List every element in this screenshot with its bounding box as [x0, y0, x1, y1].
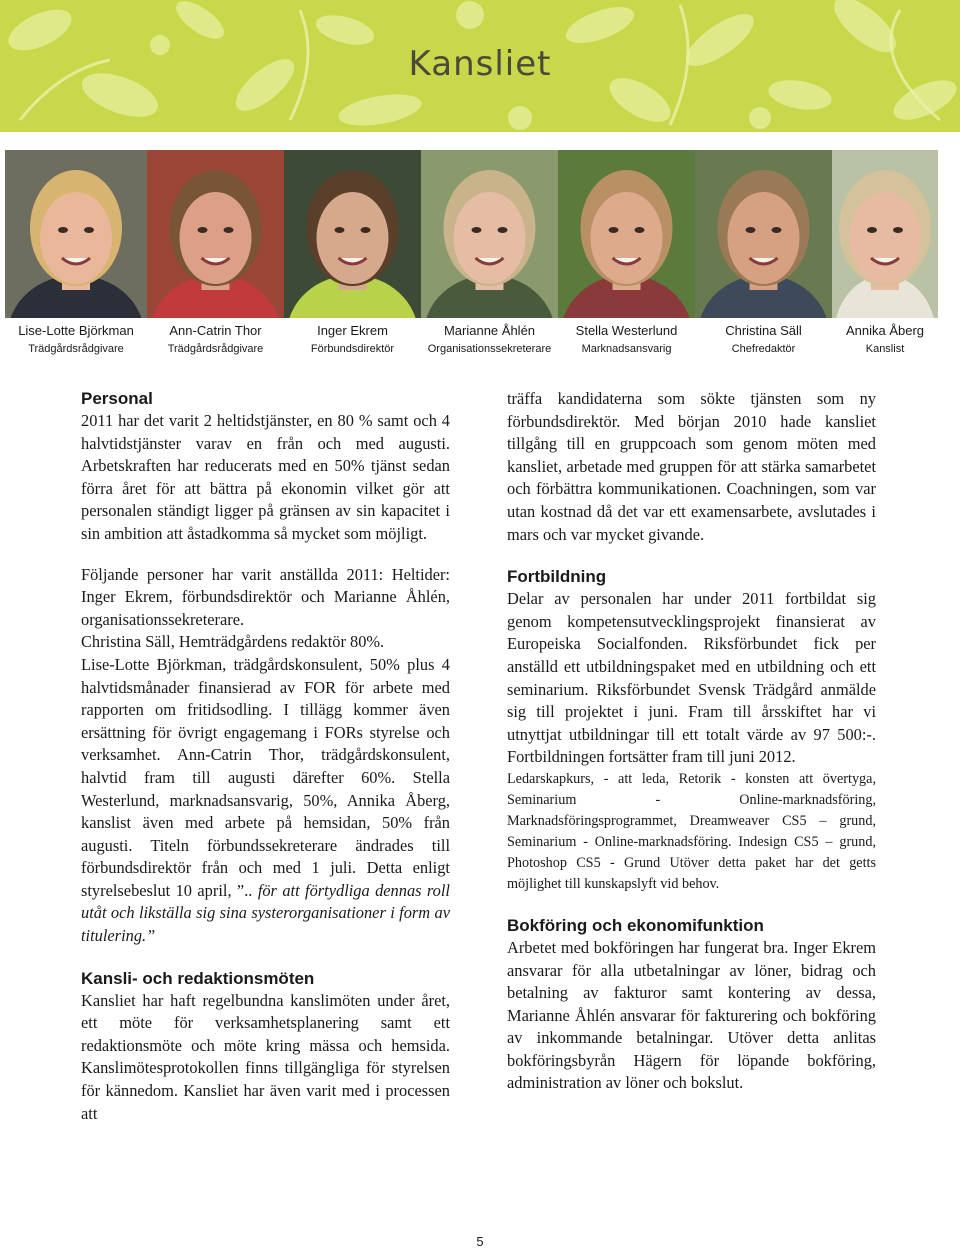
- staff-photo: [421, 150, 558, 318]
- section-heading-personal: Personal: [81, 389, 153, 408]
- staff-name: Lise-Lotte Björkman: [18, 323, 134, 338]
- staff-photo: [284, 150, 421, 318]
- paragraph-meetings: Kansliet har haft regelbundna kanslimöten under året, ett möte för verksamhetsplanering samt ett redaktionsmöte och möte kring mässa och hemsida. Kanslimötesprotokollen finns tillgängliga för styrelsen för kännedom. Kansliet har även varit med i processen att: [81, 990, 450, 1123]
- staff-photo: [147, 150, 284, 318]
- staff-caption: [832, 322, 938, 362]
- paragraph-personal-4-text: Lise-Lotte Björkman, trädgårdskonsulent, 50% plus 4 halvtidsmånader finansierad av FOR för arbete med rapporten om fritidsodling. I tillägg kommer även ersättning för övrigt engagemang i FORs styrelse och verksamhet. Ann-Catrin Thor, trädgårdskonsulent, halvtid fram till augusti därefter 60%. Stella Westerlund, marknadsansvarig, 50%, Annika Åberg, kanslist även med arbete på hemsidan, 50% från augusti. Titeln förbundssekreterare ändrades till förbundsdirektör från och med 1 juli. Detta enligt styrelsebeslut 10 april, ”..: [81, 654, 450, 900]
- staff-role: Chefredaktör: [731, 343, 796, 355]
- left-column: [81, 388, 450, 1125]
- staff-caption: [421, 322, 558, 362]
- staff-photo: [5, 150, 147, 318]
- paragraph-bokforing: Arbetet med bokföringen har fungerat bra. Inger Ekrem ansvarar för alla utbetalningar av löner, bidrag och betalning av fakturor samt kontering av dessa, Marianne Åhlén ansvarar för fakturering och bokföring av inkommande betalningar. Utöver detta anlitas bokföringsbyrån Hägern för löpande bokföring, administration av löner och bokslut.: [507, 937, 876, 1093]
- staff-role: Trädgårdsrådgivare: [167, 343, 264, 355]
- staff-photo: [695, 150, 832, 318]
- staff-name: Marianne Åhlén: [443, 323, 536, 338]
- paragraph-personal-3: Christina Säll, Hemträdgårdens redaktör 80%.: [81, 632, 385, 652]
- staff-caption: [147, 322, 284, 362]
- paragraph-course-list: Ledarskapkurs, - att leda, Retorik - konsten att övertyga, Seminarium - Online-marknadsföring, Marknadsföringsprogrammet, Dreamweaver CS5 – grund, Seminarium - Online-marknadsföring. Indesign CS5 – grund, Photoshop CS5 - Grund Utöver detta paket har det getts möjlighet till kunskapslyft vid behov.: [507, 770, 876, 892]
- paragraph-fortbildning: Delar av personalen har under 2011 fortbildat sig genom kompetensutvecklingsprojekt finansierat av Europeiska Socialfonden. Riksförbundet fick per anställd ett utbildningspaket med en utbildning och ett seminarium. Riksförbundet Svensk Trädgård anmälde sig till projektet i juni. Fram till årsskiftet har vi utnyttjat utbildningar till ett totalt värde av 97 500:-. Fortbildningen fortsätter fram till juni 2012.: [507, 589, 876, 767]
- section-heading-fortbildning: Fortbildning: [507, 567, 607, 587]
- staff-name: Stella Westerlund: [575, 323, 678, 338]
- staff-name: Ann-Catrin Thor: [169, 323, 262, 338]
- staff-role: Marknadsansvarig: [581, 343, 672, 355]
- section-heading-bokforing: Bokföring och ekonomifunktion: [507, 915, 764, 935]
- staff-role: Förbundsdirektör: [310, 343, 395, 355]
- staff-captions: [5, 322, 938, 362]
- staff-photo: [558, 150, 695, 318]
- staff-caption: [695, 322, 832, 362]
- staff-caption: [5, 322, 147, 362]
- header-banner: [0, 0, 960, 132]
- section-heading-meetings: Kansli- och redaktionsmöten: [81, 968, 315, 988]
- paragraph-personal-1: 2011 har det varit 2 heltidstjänster, en 80 % samt och 4 halvtidstjänster varav en från och med augusti. Arbetskraften har reducerats med en 50% tjänst sedan förra året för att bättra på ekonomin vilket gör att personalen ständigt ligger på gränsen av sin kapacitet i sin ambition att åstadkomma så mycket som möjligt.: [81, 411, 450, 543]
- staff-caption: [558, 322, 695, 362]
- page-title: Kansliet: [408, 44, 552, 84]
- staff-name: Inger Ekrem: [317, 323, 388, 338]
- right-column: [507, 388, 876, 1095]
- staff-photo-strip: [5, 150, 938, 318]
- staff-role: Trädgårdsrådgivare: [28, 343, 124, 355]
- paragraph-personal-4: [81, 654, 450, 948]
- staff-role: Kanslist: [865, 343, 905, 355]
- quote-text: för att förtydliga dennas roll utåt och likställa sig sina systerorganisationer i form av titulering.”: [81, 880, 450, 946]
- paragraph-personal-2: Följande personer har varit anställda 2011: Heltider: Inger Ekrem, förbundsdirektör och Marianne Åhlén, organisationssekreterare.: [81, 564, 450, 629]
- staff-photo: [832, 150, 938, 318]
- staff-caption: [284, 322, 421, 362]
- staff-name: Annika Åberg: [845, 323, 925, 338]
- staff-role: Organisationssekreterare: [427, 343, 552, 355]
- staff-name: Christina Säll: [725, 323, 802, 338]
- page-number: 5: [476, 1234, 484, 1249]
- paragraph-continued: träffa kandidaterna som sökte tjänsten som ny förbundsdirektör. Med början 2010 hade kansliet tillgång till en gruppcoach som genom möten med kansliet, arbetade med gruppen för att stärka samarbetet och förbättra kommunikationen. Coachningen, som var utan kostnad då det var ett examensarbete, avslutades i mars och var mycket givande.: [507, 389, 876, 544]
